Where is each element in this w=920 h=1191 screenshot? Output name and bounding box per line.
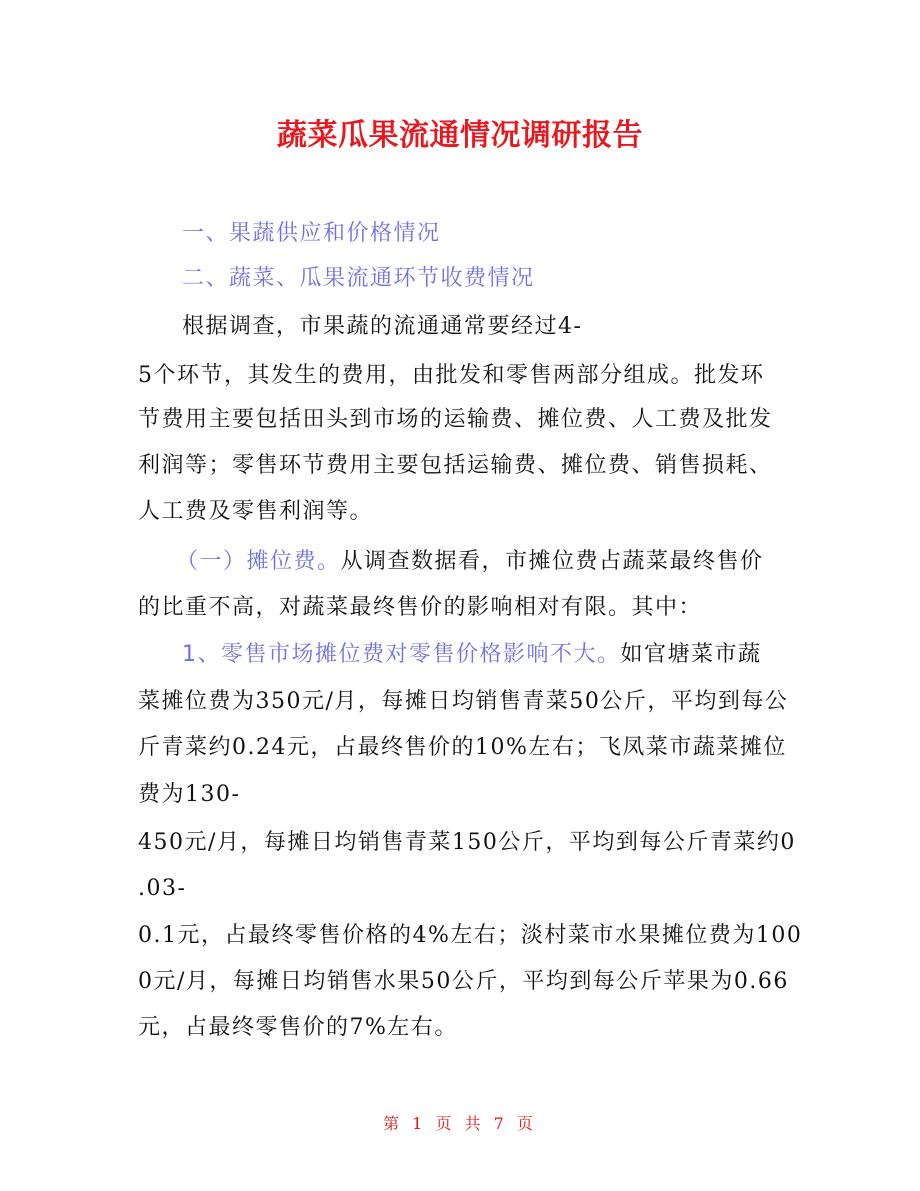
document-title: 蔬菜瓜果流通情况调研报告: [277, 118, 643, 153]
paragraph-line: 元，占最终零售价的7%左右。: [138, 1015, 458, 1040]
subsection-label: 1、零售市场摊位费对零售价格影响不大。: [182, 642, 621, 667]
paragraph-text: 从调查数据看，市摊位费占蔬菜最终售价: [340, 549, 764, 574]
section-heading-2: 二、蔬菜、瓜果流通环节收费情况: [182, 266, 535, 291]
subsection-label: （一）摊位费。: [176, 549, 341, 574]
paragraph-line: 450元/月，每摊日均销售青菜150公斤，平均到每公斤青菜约0: [138, 830, 796, 855]
paragraph-line: 的比重不高，对蔬菜最终售价的影响相对有限。其中：: [138, 595, 703, 620]
paragraph-line: 利润等；零售环节费用主要包括运输费、摊位费、销售损耗、: [138, 453, 773, 478]
paragraph-line: [182, 639, 762, 671]
paragraph-line: 根据调查，市果蔬的流通通常要经过4-: [182, 314, 583, 339]
paragraph-line: .03-: [138, 876, 187, 901]
paragraph-line: 5个环节，其发生的费用，由批发和零售两部分组成。批发环: [138, 363, 765, 388]
paragraph-line: 菜摊位费为350元/月，每摊日均销售青菜50公斤，平均到每公: [138, 689, 789, 714]
paragraph-line: 0元/月，每摊日均销售水果50公斤，平均到每公斤苹果为0.66: [138, 969, 789, 994]
paragraph-line: [176, 546, 764, 578]
paragraph-line: 斤青菜约0.24元，占最终售价的10%左右；飞凤菜市蔬菜摊位: [138, 735, 787, 760]
section-heading-1: 一、果蔬供应和价格情况: [182, 221, 441, 246]
paragraph-line: 人工费及零售利润等。: [138, 499, 374, 524]
paragraph-line: 0.1元，占最终零售价格的4%左右；淡村菜市水果摊位费为100: [138, 923, 803, 948]
paragraph-line: 节费用主要包括田头到市场的运输费、摊位费、人工费及批发: [138, 407, 773, 432]
page-number: 第 1 页 共 7 页: [383, 1114, 537, 1133]
paragraph-text: 如官塘菜市蔬: [620, 642, 762, 667]
paragraph-line: 费为130-: [138, 782, 241, 807]
